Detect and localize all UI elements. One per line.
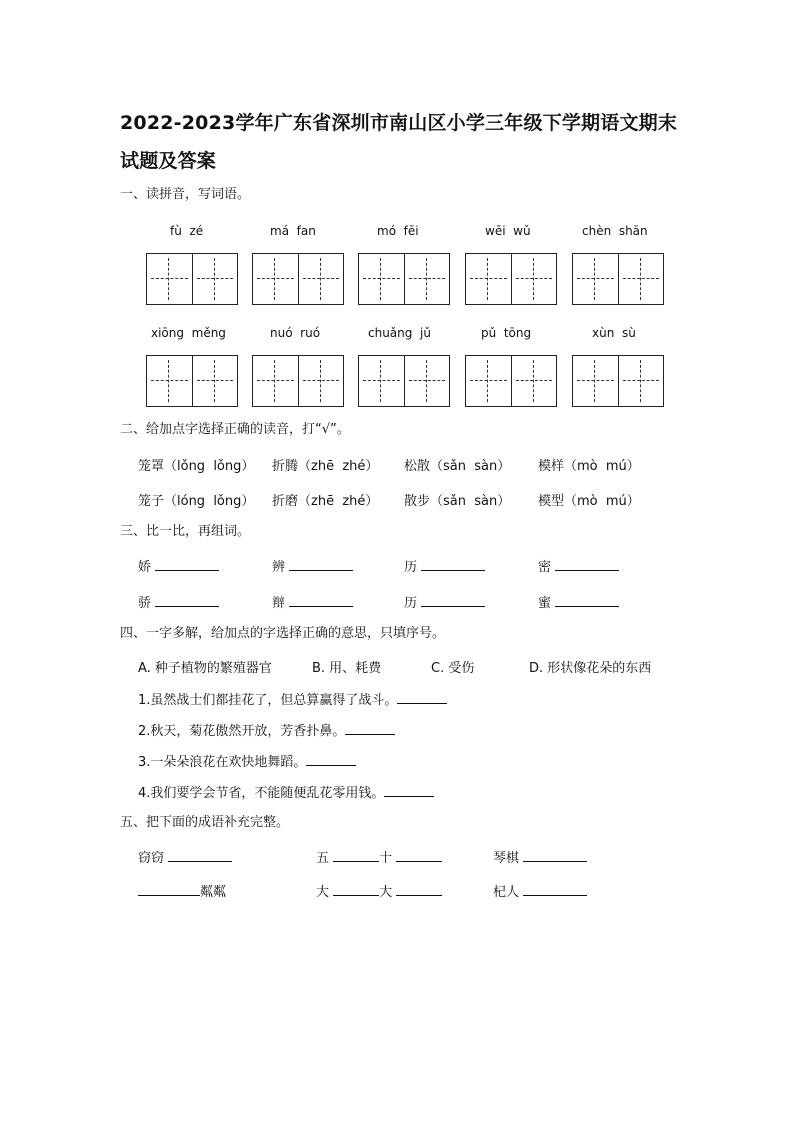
answer-blank[interactable]: [555, 594, 619, 607]
reading-choice[interactable]: 松散（sǎn sàn）: [404, 459, 511, 474]
pinyin-label: chèn shān: [582, 224, 648, 238]
pinyin-label: má fan: [270, 224, 316, 238]
writing-grid[interactable]: [465, 355, 557, 407]
idiom-part: 十: [379, 851, 393, 866]
idiom-part: 五: [316, 851, 330, 866]
idiom-part: 大: [379, 885, 393, 900]
reading-choice[interactable]: 折腾（zhē zhé）: [272, 459, 379, 474]
compare-char: 密: [538, 560, 552, 575]
pinyin-label: mó fēi: [377, 224, 419, 238]
pinyin-label: xiōng měng: [151, 326, 226, 340]
writing-grid[interactable]: [358, 355, 450, 407]
answer-blank[interactable]: [397, 691, 447, 704]
idiom-part: 粼粼: [200, 885, 227, 900]
answer-blank[interactable]: [421, 594, 485, 607]
answer-blank[interactable]: [384, 784, 434, 797]
meaning-option: C. 受伤: [431, 661, 475, 676]
question-text: 1.虽然战士们都挂花了，但总算赢得了战斗。: [138, 693, 398, 708]
section-4-heading: 四、一字多解，给加点的字选择正确的意思，只填序号。: [120, 626, 446, 641]
question-text: 4.我们要学会节省，不能随便乱花零用钱。: [138, 786, 385, 801]
answer-blank[interactable]: [289, 558, 353, 571]
answer-blank[interactable]: [168, 849, 232, 862]
reading-choice[interactable]: 笼子（lóng lǒng）: [138, 494, 255, 509]
meaning-option: A. 种子植物的繁殖器官: [138, 661, 272, 676]
reading-choice[interactable]: 笼罩（lǒng lǒng）: [138, 459, 255, 474]
idiom-part: 窃窃: [138, 851, 165, 866]
answer-blank[interactable]: [523, 883, 587, 896]
pinyin-label: fù zé: [170, 224, 204, 238]
section-3-heading: 三、比一比，再组词。: [120, 524, 251, 539]
writing-grid[interactable]: [252, 355, 344, 407]
pinyin-label: pǔ tōng: [481, 326, 532, 340]
answer-blank[interactable]: [555, 558, 619, 571]
writing-grid[interactable]: [572, 355, 664, 407]
answer-blank[interactable]: [155, 558, 219, 571]
answer-blank[interactable]: [396, 849, 442, 862]
compare-char: 历: [404, 560, 418, 575]
pinyin-label: chuǎng jǔ: [368, 326, 431, 340]
meaning-option: B. 用、耗费: [312, 661, 382, 676]
compare-char: 辩: [272, 596, 286, 611]
reading-choice[interactable]: 折磨（zhē zhé）: [272, 494, 379, 509]
answer-blank[interactable]: [421, 558, 485, 571]
section-2-heading: 二、给加点字选择正确的读音，打“√”。: [120, 422, 350, 437]
answer-blank[interactable]: [333, 883, 379, 896]
section-1-heading: 一、读拼音，写词语。: [120, 187, 251, 202]
writing-grid[interactable]: [146, 253, 238, 305]
compare-char: 历: [404, 596, 418, 611]
pinyin-label: xùn sù: [592, 326, 636, 340]
reading-choice[interactable]: 模样（mò mú）: [538, 459, 640, 474]
idiom-part: 杞人: [493, 885, 520, 900]
pinyin-label: wēi wǔ: [485, 224, 531, 238]
writing-grid[interactable]: [146, 355, 238, 407]
reading-choice[interactable]: 模型（mò mú）: [538, 494, 640, 509]
answer-blank[interactable]: [306, 753, 356, 766]
answer-blank[interactable]: [396, 883, 442, 896]
answer-blank[interactable]: [523, 849, 587, 862]
answer-blank[interactable]: [333, 849, 379, 862]
compare-char: 娇: [138, 560, 152, 575]
question-text: 2.秋天，菊花傲然开放，芳香扑鼻。: [138, 724, 346, 739]
compare-char: 骄: [138, 596, 152, 611]
section-5-heading: 五、把下面的成语补充完整。: [120, 815, 290, 830]
compare-char: 蜜: [538, 596, 552, 611]
writing-grid[interactable]: [572, 253, 664, 305]
answer-blank[interactable]: [155, 594, 219, 607]
writing-grid[interactable]: [358, 253, 450, 305]
reading-choice[interactable]: 散步（sǎn sàn）: [404, 494, 511, 509]
pinyin-label: nuó ruó: [270, 326, 321, 340]
writing-grid[interactable]: [465, 253, 557, 305]
answer-blank[interactable]: [345, 722, 395, 735]
idiom-part: 大: [316, 885, 330, 900]
idiom-part: 琴棋: [493, 851, 520, 866]
answer-blank[interactable]: [138, 883, 200, 896]
page-title: 2022-2023学年广东省深圳市南山区小学三年级下学期语文期末试题及答案: [120, 112, 678, 172]
writing-grid[interactable]: [252, 253, 344, 305]
question-text: 3.一朵朵浪花在欢快地舞蹈。: [138, 755, 307, 770]
meaning-option: D. 形状像花朵的东西: [529, 661, 652, 676]
answer-blank[interactable]: [289, 594, 353, 607]
compare-char: 辨: [272, 560, 286, 575]
